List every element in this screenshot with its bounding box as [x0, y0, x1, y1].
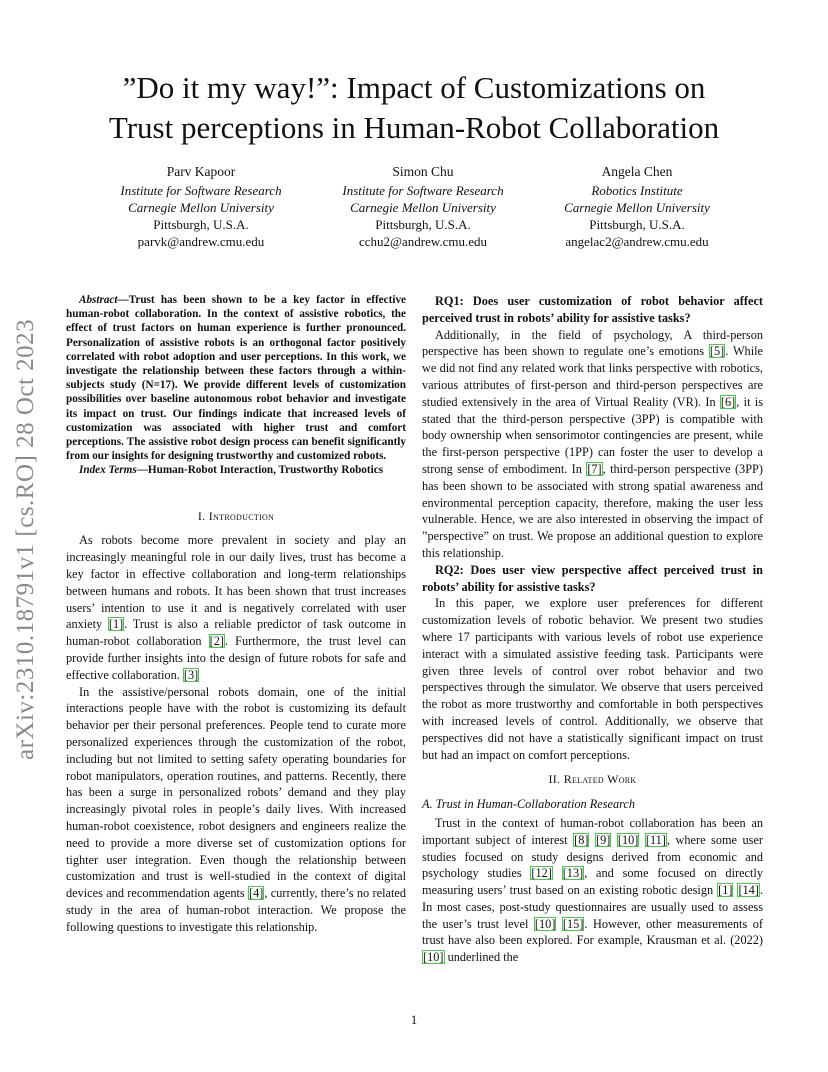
- author-location: Pittsburgh, U.S.A.: [153, 217, 249, 232]
- text-run: , where some user studies focused on study designs derived from economic and psychology studies: [422, 832, 763, 881]
- citation-link[interactable]: [14]: [738, 883, 759, 898]
- author-location: Pittsburgh, U.S.A.: [589, 217, 685, 232]
- section-number: II.: [548, 772, 561, 787]
- text-run: , currently, there’s no related study in the area of human-robot interaction. We propose the following questions to investigate this relationship.: [66, 886, 406, 934]
- author-university: Carnegie Mellon University: [128, 200, 274, 215]
- text-run: underlined the: [444, 950, 519, 965]
- abstract-text: —Trust has been shown to be a key factor in effective human-robot collaboration. In the context of assistive robotics, the effect of trust factors on human experience is further pronounced. Personalization of assistive robots is an orthogonal factor positively correlated with robot adoption and user perceptions. In this work, we investigate the relationship between these factors through a within-subjects study (N=17). We provide different levels of customization possibilities over baseline autonomous robot behavior and investigate its impact on trust. Our findings indicate that increased levels of customization was associated with higher trust and comfort perceptions. The assistive robot design process can benefit significantly from our insights for designing trustworthy and customized robots.: [66, 294, 406, 463]
- section-title: Related Work: [563, 772, 637, 787]
- right-column: [422, 293, 763, 966]
- index-terms-label: Index Terms: [79, 464, 137, 477]
- intro-paragraph-2: [66, 684, 406, 936]
- citation-link[interactable]: [10]: [534, 916, 556, 931]
- author-affiliation: Institute for Software Research: [342, 183, 504, 198]
- citation-link[interactable]: [6]: [720, 394, 736, 409]
- author-email: angelac2@andrew.cmu.edu: [565, 234, 709, 249]
- text-run: . While we did not find any related work that links perspective with robotics, various attributes of first-person and third-person perspectives are studied extensively in the area of Virtual Reality (VR). In: [422, 344, 763, 409]
- text-run: In the assistive/personal robots domain, one of the initial interactions people have with the robot is customizing its default behavior per their personal preferences. People tend to curate more personalized experiences through the customization of the robot, including but not limited to setting safety operating boundaries for robot manipulators, operation routines, and patterns. Recently, there has been a surge in personalized robots’ demand and they play increasingly pivotal roles in people’s daily lives. With increased human-robot coexistence, robot designers and engineers realize the need to provide a more diverse set of customization options for tighter user integration. Even though the relationship between customization and trust is well-studied in the context of digital devices and recommendation agents: [66, 684, 406, 901]
- citation-link[interactable]: [3]: [183, 667, 199, 682]
- abstract-label: Abstract: [79, 294, 118, 306]
- abstract: [66, 293, 406, 463]
- research-question-1: RQ1: Does user customization of robot behavior affect perceived trust in robots’ ability for assistive tasks?: [422, 294, 763, 325]
- citation-link[interactable]: [2]: [209, 634, 224, 649]
- index-terms: [66, 463, 406, 477]
- citation-link[interactable]: [10]: [617, 832, 639, 847]
- perspective-paragraph: [422, 327, 763, 562]
- author-name: Simon Chu: [392, 164, 454, 179]
- author-university: Carnegie Mellon University: [564, 200, 710, 215]
- author-name: Parv Kapoor: [166, 164, 236, 179]
- author-affiliation: Robotics Institute: [591, 183, 683, 198]
- text-run: Trust in the context of human-robot collaboration has been an important subject of interest: [422, 815, 763, 847]
- citation-link[interactable]: [12]: [531, 866, 552, 881]
- text-run: Additionally, in the field of psychology, A third-person perspective has been shown to regulate one’s emotions: [422, 327, 763, 359]
- citation-link[interactable]: [4]: [249, 886, 264, 901]
- text-run: , third-person perspective (3PP) has been shown to be associated with strong spatial awareness and environmental perception capacity, therefore, making the user less vulnerable. Hence, we are also interested in observing the impact of ”perspective” on trust. We propose an additional question to explore this relationship.: [422, 461, 763, 560]
- author-block-1: [96, 163, 306, 250]
- citation-link[interactable]: [13]: [562, 866, 584, 881]
- index-terms-text: —Human-Robot Interaction, Trustworthy Robotics: [136, 464, 384, 477]
- title-line-1: ”Do it my way!”: Impact of Customizations on: [122, 70, 706, 105]
- text-run: . However, other measurements of trust have also been explored. For example, Krausman et al. (2022): [422, 916, 763, 948]
- text-run: . Furthermore, the trust level can provide further insights into the design of future robots for safe and effective collaboration.: [66, 634, 406, 682]
- text-run: . Trust is also a reliable predictor of task outcome in human-robot collaboration: [66, 617, 406, 649]
- author-block-2: [318, 163, 528, 250]
- section-number: I.: [197, 508, 206, 523]
- related-work-paragraph: [422, 815, 763, 966]
- research-question-2: RQ2: Does user view perspective affect perceived trust in robots’ ability for assistive tasks?: [422, 562, 763, 594]
- section-heading-introduction: [66, 508, 406, 525]
- title-line-2: Trust perceptions in Human-Robot Collaboration: [108, 110, 720, 145]
- text-run: , it is stated that the third-person perspective (3PP) is compatible with body ownership when sensorimotor contingencies are present, while the first-person perspective (1PP) can foster the user to develop a strong sense of embodiment. In: [422, 394, 763, 476]
- section-title: Introduction: [208, 508, 275, 523]
- author-location: Pittsburgh, U.S.A.: [375, 217, 471, 232]
- author-email: parvk@andrew.cmu.edu: [137, 234, 265, 249]
- citation-link[interactable]: [10]: [423, 950, 444, 965]
- author-university: Carnegie Mellon University: [350, 200, 496, 215]
- citation-link[interactable]: [8]: [574, 832, 589, 847]
- text-run: . In most cases, post-study questionnaires are usually used to assess the user’s trust level: [422, 883, 764, 931]
- citation-link[interactable]: [11]: [645, 832, 666, 847]
- paper-overview-paragraph: In this paper, we explore user preferences for different customization levels of robotic behavior. We present two studies where 17 participants with various levels of robot use experience interact with a simulated assistive feeding task. Participants were given three levels of control over robot behavior and two perspectives through the simulator. We observe that users perceived the robot as more trustworthy and comfortable in both perspectives with increased levels of control. Additionally, we observe that perspectives did not have a statistically significant impact on trust but had an impact on comfort perceptions.: [422, 596, 763, 762]
- subsection-heading: A. Trust in Human-Collaboration Research: [422, 797, 636, 812]
- author-block-3: [532, 163, 742, 250]
- citation-link[interactable]: [7]: [587, 461, 602, 476]
- text-run: , and some focused on directly measuring users’ trust based on an existing robotic design: [422, 866, 763, 898]
- citation-link[interactable]: [9]: [596, 832, 611, 847]
- section-heading-related-work: [422, 771, 763, 788]
- author-name: Angela Chen: [601, 164, 673, 179]
- intro-paragraph-1: [66, 532, 406, 683]
- citation-link[interactable]: [1]: [718, 883, 733, 898]
- arxiv-watermark: arXiv:2310.18791v1 [cs.RO] 28 Oct 2023: [12, 318, 39, 760]
- text-run: As robots become more prevalent in society and play an increasingly meaningful role in our daily lives, trust has become a key factor in effective collaboration and long-term relationships between humans and robots. It has been shown that trust increases users’ intention to use it and is negatively correlated with user anxiety: [66, 533, 406, 632]
- left-column: [66, 293, 406, 936]
- author-affiliation: Institute for Software Research: [120, 183, 282, 198]
- paper-title: [40, 68, 788, 148]
- author-email: cchu2@andrew.cmu.edu: [358, 234, 488, 249]
- citation-link[interactable]: [5]: [709, 344, 725, 359]
- page-number: 1: [410, 1012, 418, 1027]
- citation-link[interactable]: [15]: [562, 916, 584, 931]
- citation-link[interactable]: [1]: [108, 617, 124, 632]
